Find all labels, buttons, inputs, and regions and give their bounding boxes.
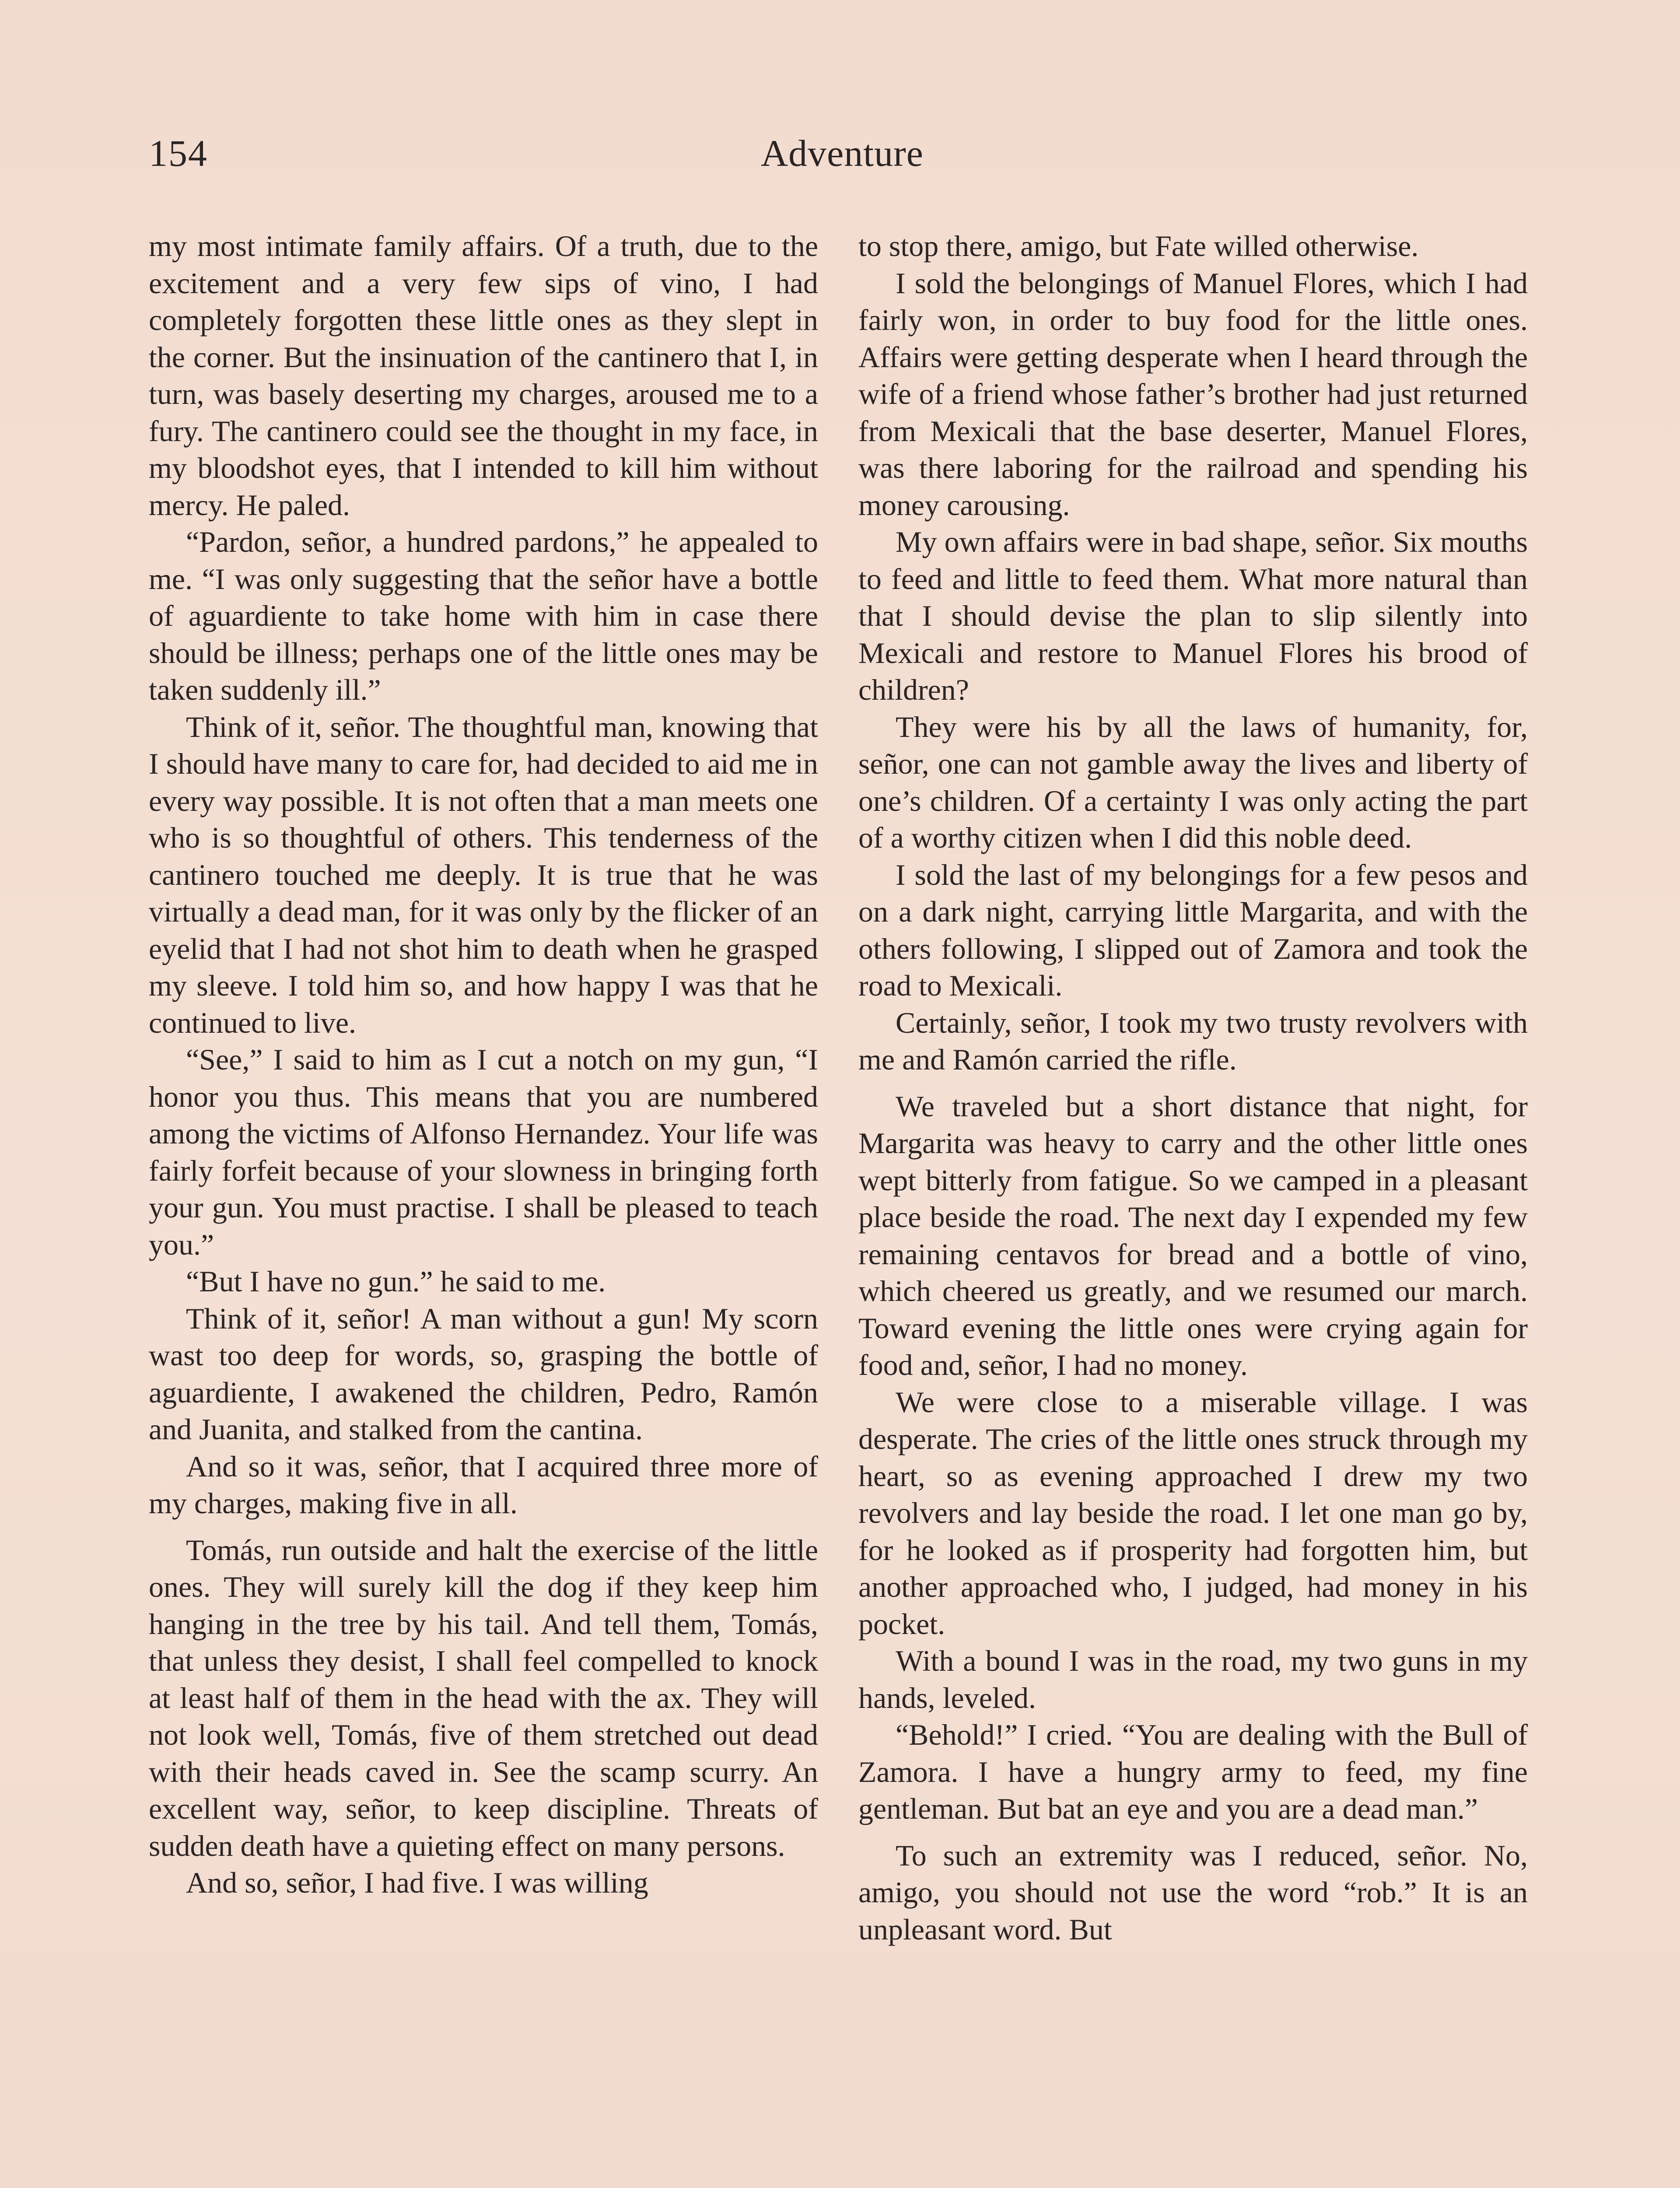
- paragraph: I sold the last of my belongings for a few pesos and on a dark night, carrying little Margarita, and with the others following, I slipped out of Zamora and took the road to Mexicali.: [858, 858, 1528, 1002]
- page-header: [149, 131, 1536, 184]
- paragraph: my most intimate family affairs. Of a truth, due to the excitement and a very few sips of vino, I had completely forgotten these little ones as they slept in the corner. But the insinuation of the cantinero that I, in turn, was basely deserting my charges, aroused me to a fury. The cantinero could see the thought in my face, in my bloodshot eyes, that I intended to kill him without mercy. He paled.: [149, 229, 818, 522]
- paragraph: And so it was, señor, that I acquired three more of my charges, making five in all.: [149, 1449, 818, 1520]
- paragraph: We were close to a miserable village. I was desperate. The cries of the little ones struck through my heart, so as evening approached I drew my two revolvers and lay beside the road. I let one man go by, for he looked as if prosperity had forgotten him, but another approached who, I judged, had money in his pocket.: [858, 1385, 1528, 1641]
- paragraph: to stop there, amigo, but Fate willed otherwise.: [858, 229, 1419, 263]
- paragraph: I sold the belongings of Manuel Flores, which I had fairly won, in order to buy food for the little ones. Affairs were getting desperate when I heard through the wife of a friend whose father’s brother had just returned from Mexicali that the base deserter, Manuel Flores, was there laboring for the railroad and spending his money carousing.: [858, 266, 1528, 522]
- paragraph: “Pardon, señor, a hundred pardons,” he appealed to me. “I was only suggesting that the señor have a bottle of aguardiente to take home with him in case there should be illness; perhaps one of the little ones may be taken suddenly ill.”: [149, 525, 818, 706]
- paragraph: My own affairs were in bad shape, señor. Six mouths to feed and little to feed them. What more natural than that I should devise the plan to slip silently into Mexicali and restore to Manuel Flores his brood of children?: [858, 525, 1528, 706]
- paragraph: We traveled but a short distance that night, for Margarita was heavy to carry and the other little ones wept bitterly from fatigue. So we camped in a pleasant place beside the road. The next day I expended my few remaining centavos for bread and a bottle of vino, which cheered us greatly, and we resumed our march. Toward evening the little ones were crying again for food and, señor, I had no money.: [858, 1089, 1528, 1382]
- paragraph: “See,” I said to him as I cut a notch on my gun, “I honor you thus. This means that you are numbered among the victims of Alfonso Hernandez. Your life was fairly forfeit because of your slowness in bringing forth your gun. You must practise. I shall be pleased to teach you.”: [149, 1043, 818, 1261]
- paragraph: Certainly, señor, I took my two trusty revolvers with me and Ramón carried the rifle.: [858, 1006, 1528, 1076]
- running-title: Adventure: [761, 132, 924, 174]
- page-number: 154: [149, 132, 208, 174]
- paragraph: Think of it, señor! A man without a gun! My scorn wast too deep for words, so, grasping the bottle of aguardiente, I awakened the children, Pedro, Ramón and Juanita, and stalked from the cantina.: [149, 1301, 818, 1446]
- paragraph: They were his by all the laws of humanity, for, señor, one can not gamble away the lives and liberty of one’s children. Of a certainty I was only acting the part of a worthy citizen when I did this noble deed.: [858, 710, 1528, 854]
- left-column: [149, 228, 818, 1901]
- paragraph: “Behold!” I cried. “You are dealing with the Bull of Zamora. I have a hungry army to feed, my fine gentleman. But bat an eye and you are a dead man.”: [858, 1718, 1528, 1825]
- paragraph: And so, señor, I had five. I was willing: [186, 1866, 648, 1899]
- paragraph: Think of it, señor. The thoughtful man, knowing that I should have many to care for, had decided to aid me in every way possible. It is not often that a man meets one who is so thoughtful of others. This tenderness of the cantinero touched me deeply. It is true that he was virtually a dead man, for it was only by the flicker of an eyelid that I had not shot him to death when he grasped my sleeve. I told him so, and how happy I was that he continued to live.: [149, 710, 818, 1039]
- right-column: [858, 228, 1528, 1948]
- paragraph: “But I have no gun.” he said to me.: [186, 1265, 606, 1298]
- paragraph: With a bound I was in the road, my two guns in my hands, leveled.: [858, 1644, 1528, 1715]
- paragraph: To such an extremity was I reduced, señor. No, amigo, you should not use the word “rob.” It is an unpleasant word. But: [858, 1838, 1528, 1946]
- paragraph: Tomás, run outside and halt the exercise of the little ones. They will surely kill the dog if they keep him hanging in the tree by his tail. And tell them, Tomás, that unless they desist, I shall feel compelled to knock at least half of them in the head with the ax. They will not look well, Tomás, five of them stretched out dead with their heads caved in. See the scamp scurry. An excellent way, señor, to keep discipline. Threats of sudden death have a quieting effect on many persons.: [149, 1533, 818, 1862]
